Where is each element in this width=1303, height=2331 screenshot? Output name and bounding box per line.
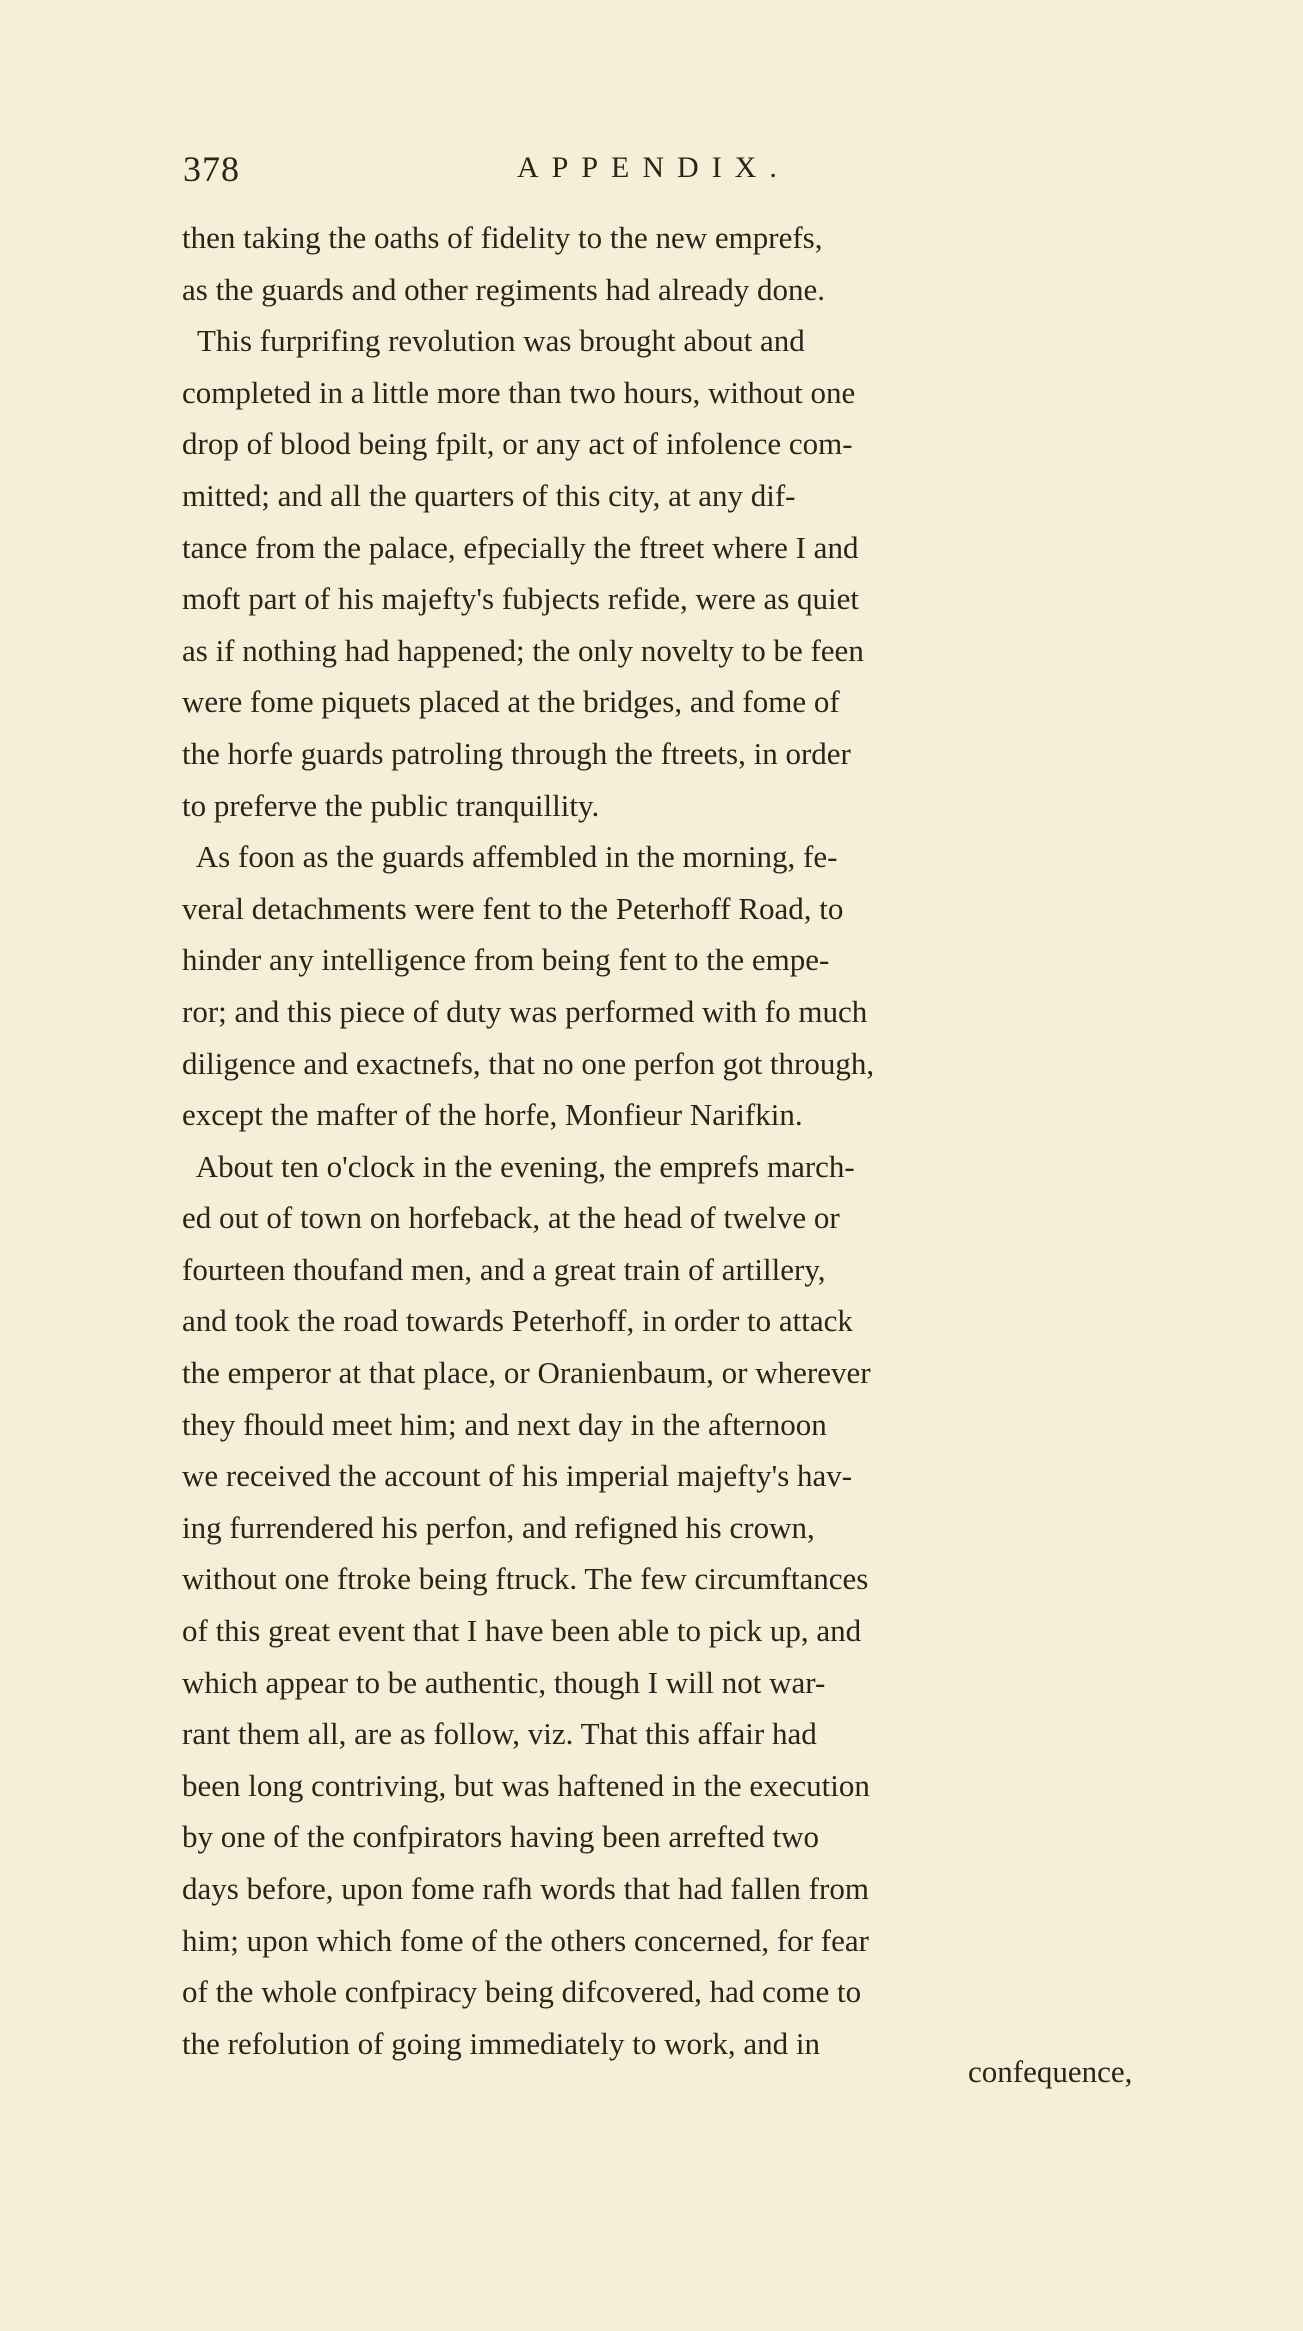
text-line: were fome piquets placed at the bridges, and fome of <box>182 684 840 720</box>
text-line: as the guards and other regiments had already done. <box>182 271 826 307</box>
text-line: and took the road towards Peterhoff, in order to attack <box>182 1303 853 1339</box>
text-line: been long contriving, but was haftened in the execution <box>182 1767 870 1803</box>
text-line: which appear to be authentic, though I will not war- <box>182 1664 826 1700</box>
catchword: confequence, <box>968 2054 1133 2089</box>
text-line: except the mafter of the horfe, Monfieur Narifkin. <box>182 1097 803 1133</box>
text-line: by one of the confpirators having been arrefted two <box>182 1819 819 1855</box>
text-line: rant them all, are as follow, viz. That this affair had <box>182 1716 817 1752</box>
text-line: About ten o'clock in the evening, the emprefs march- <box>182 1148 855 1184</box>
text-line: drop of blood being fpilt, or any act of infolence com- <box>182 426 853 462</box>
text-line: As foon as the guards affembled in the morning, fe- <box>182 839 838 875</box>
text-line: ed out of town on horfeback, at the head of twelve or <box>182 1200 840 1236</box>
text-line: without one ftroke being ftruck. The few circumftances <box>182 1561 869 1597</box>
text-line: they fhould meet him; and next day in the afternoon <box>182 1406 827 1442</box>
text-line: him; upon which fome of the others concerned, for fear <box>182 1922 869 1958</box>
text-line: of the whole confpiracy being difcovered, had come to <box>182 1974 862 2010</box>
section-title: APPENDIX. <box>517 151 790 184</box>
text-line: of this great event that I have been able to pick up, and <box>182 1613 862 1649</box>
text-line: tance from the palace, efpecially the ftreet where I and <box>182 529 859 565</box>
text-line: fourteen thoufand men, and a great train of artillery, <box>182 1251 826 1287</box>
body-text <box>182 212 1200 2069</box>
text-line: days before, upon fome rafh words that had fallen from <box>182 1871 869 1906</box>
text-line: ing furrendered his perfon, and refigned his crown, <box>182 1509 815 1545</box>
page-number: 378 <box>183 149 240 189</box>
text-line: then taking the oaths of fidelity to the new emprefs, <box>182 220 823 255</box>
text-line: to preferve the public tranquillity. <box>182 787 600 823</box>
text-line: veral detachments were fent to the Peterhoff Road, to <box>182 890 844 926</box>
text-line: we received the account of his imperial majefty's hav- <box>182 1458 853 1494</box>
text-line: the horfe guards patroling through the ftreets, in order <box>182 735 851 771</box>
text-line: the emperor at that place, or Oranienbaum, or wherever <box>182 1355 871 1391</box>
text-line: diligence and exactnefs, that no one perfon got through, <box>182 1045 875 1081</box>
text-line: completed in a little more than two hours, without one <box>182 374 856 410</box>
text-line: This furprifing revolution was brought about and <box>182 323 805 359</box>
text-line: as if nothing had happened; the only novelty to be feen <box>182 632 864 668</box>
text-line: hinder any intelligence from being fent to the empe- <box>182 942 830 978</box>
text-line: ror; and this piece of duty was performed with fo much <box>182 993 868 1029</box>
running-head <box>183 148 883 198</box>
text-line: moft part of his majefty's fubjects refide, were as quiet <box>182 581 860 617</box>
text-line: the refolution of going immediately to work, and in <box>182 2025 820 2061</box>
text-line: mitted; and all the quarters of this city, at any dif- <box>182 477 796 513</box>
